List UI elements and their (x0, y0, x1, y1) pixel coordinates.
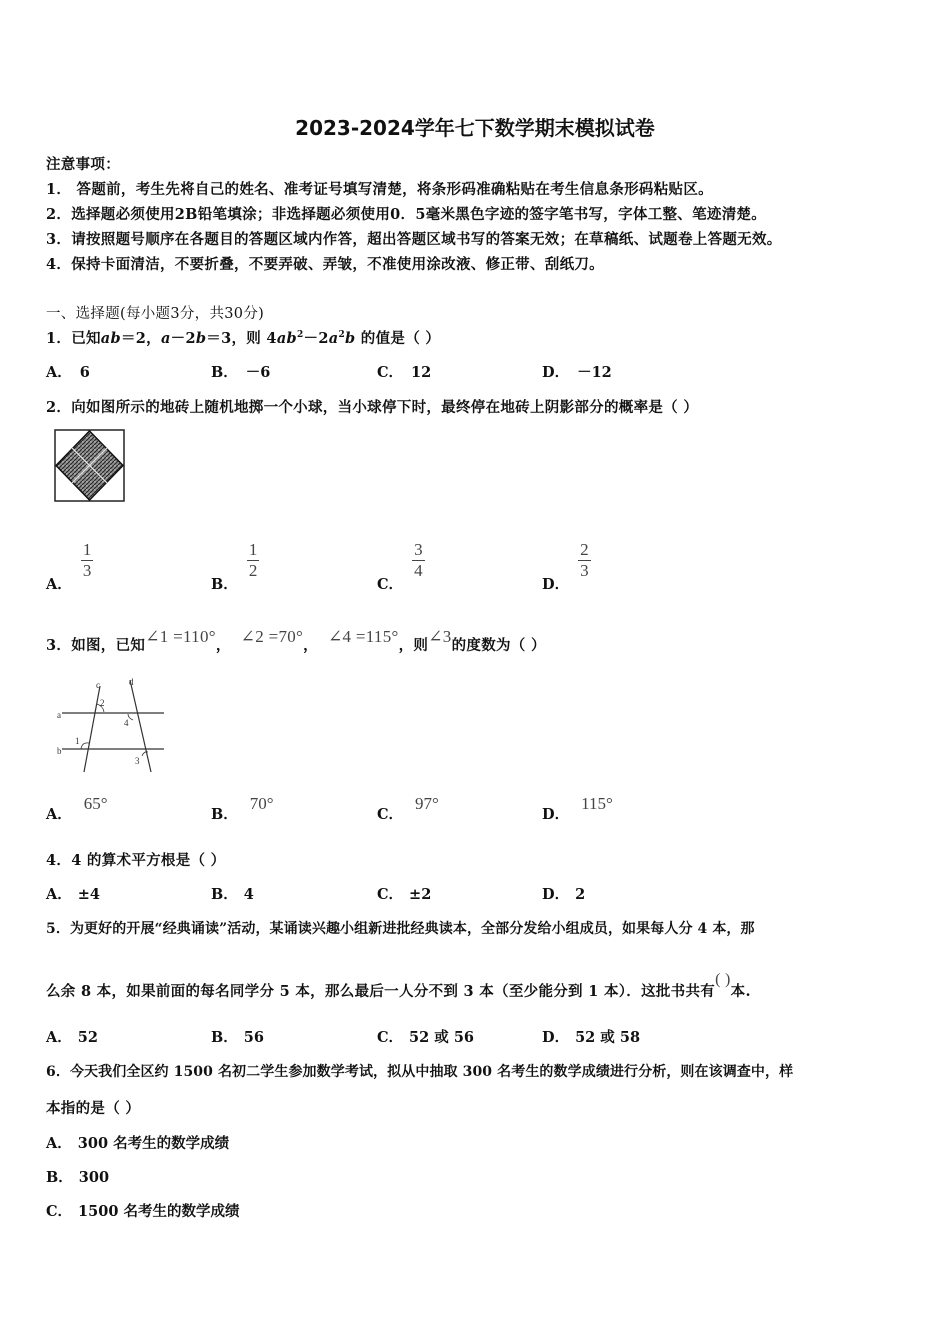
fraction (247, 540, 260, 581)
figure-label: 4 (124, 718, 129, 728)
q1-pre: 1．已知 (46, 330, 101, 347)
q6-option-a[interactable] (46, 1132, 229, 1153)
tile-figure (54, 429, 126, 503)
option-value: ±4 (77, 886, 101, 903)
q4-option-a[interactable] (46, 883, 100, 904)
q6-option-c[interactable] (46, 1200, 239, 1221)
q3-sep: ， (215, 637, 231, 654)
q6-option-b[interactable] (46, 1166, 109, 1187)
option-label: A． (46, 1135, 72, 1152)
q5-end: 本. (730, 983, 751, 1000)
option-label: A． (46, 806, 72, 823)
q1-var: a (160, 330, 171, 347)
q4-option-b[interactable] (211, 883, 254, 904)
option-value: －6 (245, 364, 271, 381)
q5-text: 么余 8 本，如果前面的每名同学分 5 本，那么最后一人分不到 3 本（至少能分到 1 本）．这批书共有 (46, 983, 716, 1000)
figure-label: d (129, 677, 134, 687)
option-value: 115° (581, 794, 613, 813)
angle-arc (128, 714, 133, 720)
notice-heading: 注意事项： (46, 156, 120, 173)
option-value: 12 (411, 364, 432, 381)
option-value: 52 或 56 (409, 1029, 474, 1046)
q1-option-a[interactable] (46, 361, 90, 382)
q4-option-d[interactable] (542, 883, 585, 904)
option-value: 56 (243, 1029, 264, 1046)
option-label: B． (46, 1169, 73, 1186)
figure-label: b (57, 746, 62, 756)
notice-item-2: 2．选择题必须使用2B铅笔填涂；非选择题必须使用0．5毫米黑色字迹的签字笔书写，字体工整、笔迹清楚。 (46, 206, 767, 223)
q3-pre: 3．如图，已知 (46, 637, 146, 654)
option-label: B． (211, 806, 238, 823)
notice-item-1: 1． 答题前，考生先将自己的姓名、准考证号填写清楚，将条形码准确粘贴在考生信息条形码粘贴区。 (46, 181, 713, 198)
notice-item-3: 3．请按照题号顺序在各题目的答题区域内作答，超出答题区域书写的答案无效；在草稿纸、试题卷上答题无效。 (46, 231, 782, 248)
q2-option-a[interactable] (46, 540, 93, 593)
q1-option-c[interactable] (377, 361, 431, 382)
option-value: 65° (83, 794, 108, 813)
option-label: B． (211, 886, 238, 903)
q1-var: a (328, 330, 339, 347)
q3-sep: ， (303, 637, 318, 654)
option-label: D． (542, 806, 570, 823)
option-value: 6 (79, 364, 90, 381)
denominator: 2 (248, 561, 258, 580)
numerator: 1 (82, 540, 92, 559)
figure-label: 2 (100, 698, 105, 708)
angle-3: ∠3 (428, 627, 452, 646)
denominator: 3 (580, 561, 589, 580)
fraction (578, 540, 591, 581)
option-value: －12 (577, 364, 612, 381)
question-1 (46, 327, 440, 348)
q1-minus: －2 (303, 330, 329, 347)
angle-arc (81, 743, 89, 749)
section-heading: 一、选择题(每小题3分，共30分) (46, 306, 265, 322)
q1-exponent: 2 (338, 330, 345, 341)
question-5-line-1: 5．为更好的开展“经典诵读”活动，某诵读兴趣小组新进批经典读本，全部分发给小组成员，如果每人分 4 本，那 (46, 921, 755, 937)
angle-2: ∠2 =70° (240, 627, 304, 646)
option-label: B． (211, 364, 238, 381)
q1-eq1: ＝2， (120, 330, 161, 347)
q5-option-b[interactable] (211, 1026, 264, 1047)
figure-label: a (57, 710, 61, 720)
denominator: 3 (82, 561, 92, 580)
figure-label: c (96, 680, 100, 690)
parallel-lines-figure (54, 676, 169, 774)
q2-option-c[interactable] (377, 540, 425, 593)
option-label: D． (542, 575, 570, 593)
denominator: 4 (414, 561, 423, 580)
figure-label: 3 (135, 756, 140, 766)
option-label: C． (377, 1029, 404, 1046)
q3-mid: ，则 (398, 637, 429, 654)
option-label: D． (542, 1029, 570, 1046)
q1-option-b[interactable] (211, 361, 270, 382)
option-label: A． (46, 575, 72, 593)
option-label: C． (377, 575, 404, 593)
option-label: C． (377, 364, 404, 381)
q1-option-d[interactable] (542, 361, 612, 382)
question-5-line-2 (46, 971, 751, 1001)
fraction (412, 540, 425, 581)
numerator: 2 (580, 540, 589, 559)
angle-4: ∠4 =115° (327, 627, 399, 646)
notice-item-4: 4．保持卡面清洁，不要折叠，不要弄破、弄皱，不准使用涂改液、修正带、刮纸刀。 (46, 256, 604, 273)
q3-option-c[interactable] (377, 793, 439, 823)
option-label: D． (542, 364, 570, 381)
question-6-line-2: 本指的是（ ） (46, 1100, 141, 1117)
q1-eq2: ＝3，则 4 (206, 330, 277, 347)
option-label: C． (377, 806, 404, 823)
q2-option-b[interactable] (211, 540, 259, 593)
option-value: 300 (78, 1169, 110, 1186)
option-label: B． (211, 1029, 238, 1046)
option-label: C． (377, 886, 404, 903)
option-value: 52 (77, 1029, 98, 1046)
q1-exponent: 2 (296, 330, 304, 341)
q3-option-b[interactable] (211, 793, 274, 823)
angle-1: ∠1 =110° (145, 627, 216, 646)
fraction (81, 540, 94, 581)
option-value: 300 名考生的数学成绩 (77, 1135, 230, 1152)
line-d (130, 680, 151, 772)
numerator: 1 (248, 540, 258, 559)
question-6-line-1: 6．今天我们全区约 1500 名初二学生参加数学考试，拟从中抽取 300 名考生的数学成绩进行分析，则在该调查中，样 (46, 1064, 794, 1080)
q5-option-a[interactable] (46, 1026, 98, 1047)
option-value: 52 或 58 (575, 1029, 641, 1046)
q3-option-d[interactable] (542, 793, 613, 823)
option-value: 70° (249, 794, 274, 813)
option-value: ±2 (409, 886, 432, 903)
q1-minus: －2 (170, 330, 196, 347)
figure-label: 1 (75, 736, 80, 746)
option-label: D． (542, 886, 570, 903)
option-value: 97° (415, 794, 439, 813)
option-value: 4 (243, 886, 254, 903)
answer-blank: ( ) (715, 971, 731, 988)
option-value: 1500 名考生的数学成绩 (78, 1203, 240, 1220)
q3-option-a[interactable] (46, 793, 108, 823)
option-label: A． (46, 1029, 72, 1046)
q1-var: ab (100, 330, 121, 347)
option-label: A． (46, 364, 72, 381)
line-c (84, 686, 100, 772)
option-value: 2 (575, 886, 586, 903)
q1-post: 的值是（ ） (355, 330, 441, 347)
q1-var: ab (276, 330, 297, 347)
q3-post: 的度数为（ ） (451, 637, 546, 654)
option-label: A． (46, 886, 72, 903)
question-4: 4．4 的算术平方根是（ ） (46, 852, 226, 869)
option-label: C． (46, 1203, 73, 1220)
question-3 (46, 626, 546, 654)
option-label: B． (211, 575, 238, 593)
q1-var: b (345, 330, 356, 347)
q5-option-c[interactable] (377, 1026, 474, 1047)
numerator: 3 (414, 540, 423, 559)
q1-var: b (195, 330, 207, 347)
q2-option-d[interactable] (542, 540, 591, 593)
q5-option-d[interactable] (542, 1026, 640, 1047)
q4-option-c[interactable] (377, 883, 431, 904)
question-2: 2．向如图所示的地砖上随机地掷一个小球，当小球停下时，最终停在地砖上阴影部分的概率是（ ） (46, 399, 699, 416)
page-title: 2023-2024学年七下数学期末模拟试卷 (295, 116, 655, 140)
